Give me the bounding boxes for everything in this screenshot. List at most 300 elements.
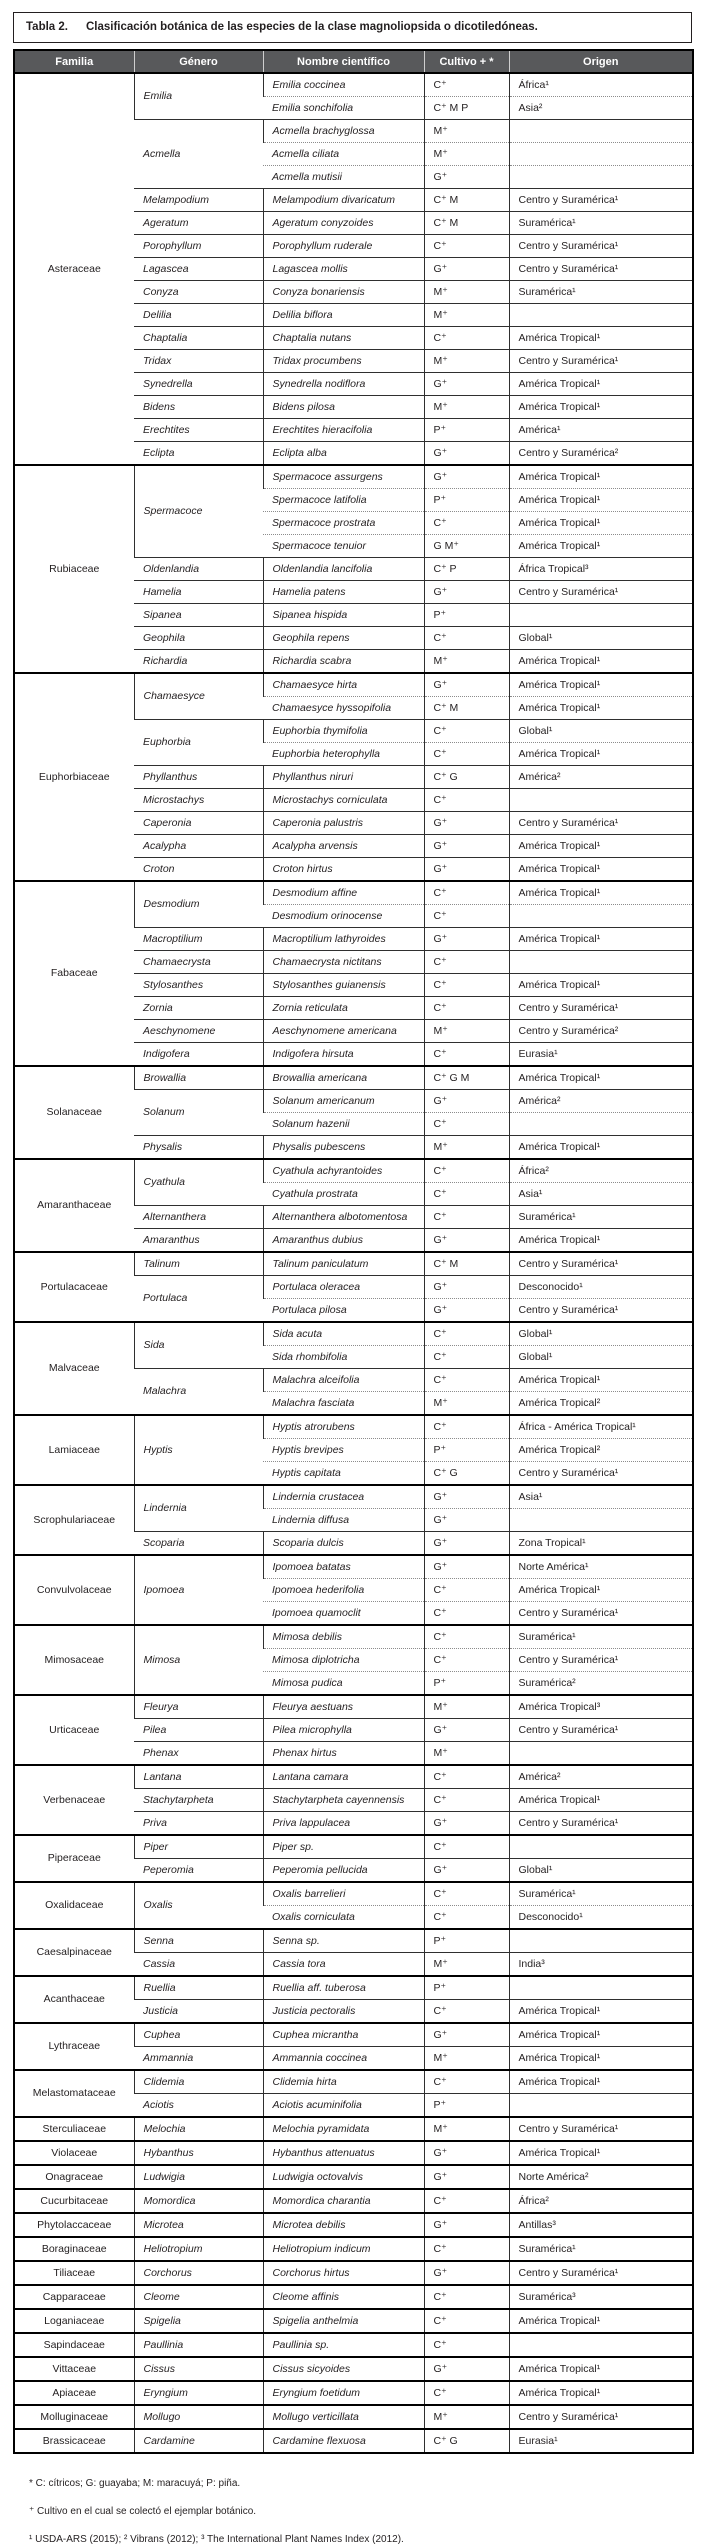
origen-cell: América Tropical¹ — [509, 835, 693, 858]
cultivo-cell: C⁺ G — [424, 766, 509, 789]
origen-cell: América² — [509, 1765, 693, 1789]
origen-cell: Eurasia¹ — [509, 1043, 693, 1067]
origen-cell: América Tropical² — [509, 1392, 693, 1416]
family-cell: Molluginaceae — [14, 2405, 134, 2429]
species-row — [14, 2141, 693, 2165]
species-name-cell: Acmella brachyglossa — [263, 120, 424, 143]
cultivo-cell: G⁺ — [424, 2213, 509, 2237]
species-name-cell: Phyllanthus niruri — [263, 766, 424, 789]
species-name-cell: Ammannia coccinea — [263, 2047, 424, 2071]
cultivo-cell: C⁺ — [424, 235, 509, 258]
family-cell: Mimosaceae — [14, 1625, 134, 1695]
origen-cell: Suramérica¹ — [509, 1625, 693, 1649]
cultivo-cell: C⁺ M — [424, 212, 509, 235]
genus-cell: Cleome — [134, 2285, 263, 2309]
species-name-cell: Piper sp. — [263, 1835, 424, 1859]
genus-cell: Indigofera — [134, 1043, 263, 1067]
cultivo-cell: C⁺ — [424, 1765, 509, 1789]
species-name-cell: Oxalis corniculata — [263, 1906, 424, 1930]
cultivo-cell: C⁺ M — [424, 697, 509, 720]
species-row — [14, 2237, 693, 2261]
origen-cell: Centro y Suramérica¹ — [509, 1462, 693, 1486]
column-header-familia: Familia — [14, 50, 134, 73]
family-cell: Rubiaceae — [14, 465, 134, 673]
species-row — [14, 73, 693, 97]
species-name-cell: Fleurya aestuans — [263, 1695, 424, 1719]
cultivo-cell: G⁺ — [424, 2261, 509, 2285]
origen-cell: América Tropical¹ — [509, 327, 693, 350]
origen-cell: Centro y Suramérica¹ — [509, 1719, 693, 1742]
cultivo-cell: G⁺ — [424, 1859, 509, 1883]
genus-cell: Synedrella — [134, 373, 263, 396]
species-name-cell: Chaptalia nutans — [263, 327, 424, 350]
family-cell: Asteraceae — [14, 73, 134, 465]
species-row — [14, 465, 693, 489]
origen-cell: Suramérica¹ — [509, 1206, 693, 1229]
genus-cell: Desmodium — [134, 881, 263, 928]
origen-cell: Zona Tropical¹ — [509, 1532, 693, 1556]
species-name-cell: Priva lappulacea — [263, 1812, 424, 1836]
genus-cell: Sida — [134, 1322, 263, 1369]
family-cell: Oxalidaceae — [14, 1882, 134, 1929]
origen-cell: Asia¹ — [509, 1485, 693, 1509]
cultivo-cell: C⁺ — [424, 1346, 509, 1369]
species-name-cell: Hyptis capitata — [263, 1462, 424, 1486]
species-name-cell: Solanum hazenii — [263, 1113, 424, 1136]
species-name-cell: Phenax hirtus — [263, 1742, 424, 1766]
genus-cell: Croton — [134, 858, 263, 882]
family-cell: Caesalpinaceae — [14, 1929, 134, 1976]
genus-cell: Cissus — [134, 2357, 263, 2381]
species-name-cell: Senna sp. — [263, 1929, 424, 1953]
family-cell: Portulacaceae — [14, 1252, 134, 1322]
species-name-cell: Hyptis brevipes — [263, 1439, 424, 1462]
cultivo-cell: C⁺ M — [424, 189, 509, 212]
species-name-cell: Synedrella nodiflora — [263, 373, 424, 396]
species-name-cell: Spigelia anthelmia — [263, 2309, 424, 2333]
genus-cell: Browallia — [134, 1066, 263, 1090]
origen-cell: América² — [509, 766, 693, 789]
species-name-cell: Ipomoea batatas — [263, 1555, 424, 1579]
species-name-cell: Spermacoce tenuior — [263, 535, 424, 558]
cultivo-cell: P⁺ — [424, 489, 509, 512]
species-row — [14, 1555, 693, 1579]
genus-cell: Scoparia — [134, 1532, 263, 1556]
species-name-cell: Aciotis acuminifolia — [263, 2094, 424, 2118]
origen-cell: África - América Tropical¹ — [509, 1415, 693, 1439]
family-cell: Capparaceae — [14, 2285, 134, 2309]
origen-cell: Asia² — [509, 97, 693, 120]
cultivo-cell: M⁺ — [424, 1953, 509, 1977]
species-name-cell: Cardamine flexuosa — [263, 2429, 424, 2453]
species-name-cell: Spermacoce latifolia — [263, 489, 424, 512]
species-name-cell: Eclipta alba — [263, 442, 424, 466]
origen-cell: América Tropical² — [509, 1439, 693, 1462]
species-name-cell: Lagascea mollis — [263, 258, 424, 281]
species-row — [14, 2357, 693, 2381]
family-cell: Solanaceae — [14, 1066, 134, 1159]
origen-cell: Suramérica¹ — [509, 212, 693, 235]
cultivo-cell: G⁺ — [424, 2023, 509, 2047]
cultivo-cell: C⁺ — [424, 627, 509, 650]
cultivo-cell: C⁺ — [424, 2189, 509, 2213]
species-name-cell: Ageratum conyzoides — [263, 212, 424, 235]
origen-cell: Centro y Suramérica¹ — [509, 258, 693, 281]
origen-cell: Centro y Suramérica¹ — [509, 189, 693, 212]
cultivo-cell: G⁺ — [424, 835, 509, 858]
species-name-cell: Browallia americana — [263, 1066, 424, 1090]
species-row — [14, 1322, 693, 1346]
origen-cell: América Tropical¹ — [509, 697, 693, 720]
family-cell: Tiliaceae — [14, 2261, 134, 2285]
cultivo-cell: C⁺ — [424, 1906, 509, 1930]
table-header — [14, 50, 693, 73]
species-name-cell: Acalypha arvensis — [263, 835, 424, 858]
species-row — [14, 2070, 693, 2094]
origen-cell: Centro y Suramérica¹ — [509, 2261, 693, 2285]
cultivo-cell: G⁺ — [424, 1299, 509, 1323]
origen-cell: América Tropical¹ — [509, 489, 693, 512]
cultivo-cell: G⁺ — [424, 858, 509, 882]
species-name-cell: Oldenlandia lancifolia — [263, 558, 424, 581]
origen-cell — [509, 1742, 693, 1766]
cultivo-cell: M⁺ — [424, 1136, 509, 1160]
species-name-cell: Eryngium foetidum — [263, 2381, 424, 2405]
family-cell: Phytolaccaceae — [14, 2213, 134, 2237]
species-name-cell: Hybanthus attenuatus — [263, 2141, 424, 2165]
origen-cell — [509, 166, 693, 189]
family-cell: Malvaceae — [14, 1322, 134, 1415]
cultivo-cell: G⁺ — [424, 1090, 509, 1113]
cultivo-cell: C⁺ — [424, 2309, 509, 2333]
family-cell: Violaceae — [14, 2141, 134, 2165]
species-row — [14, 2429, 693, 2453]
cultivo-cell: C⁺ — [424, 2237, 509, 2261]
cultivo-cell: C⁺ — [424, 1183, 509, 1206]
cultivo-cell: P⁺ — [424, 419, 509, 442]
genus-cell: Hamelia — [134, 581, 263, 604]
origen-cell: Centro y Suramérica¹ — [509, 2405, 693, 2429]
species-name-cell: Talinum paniculatum — [263, 1252, 424, 1276]
origen-cell: América Tropical¹ — [509, 974, 693, 997]
cultivo-cell: C⁺ — [424, 1369, 509, 1392]
species-name-cell: Acmella ciliata — [263, 143, 424, 166]
origen-cell — [509, 1113, 693, 1136]
origen-cell: América Tropical¹ — [509, 373, 693, 396]
species-row — [14, 1485, 693, 1509]
cultivo-cell: G⁺ — [424, 812, 509, 835]
cultivo-cell: C⁺ — [424, 974, 509, 997]
species-name-cell: Ludwigia octovalvis — [263, 2165, 424, 2189]
species-name-cell: Scoparia dulcis — [263, 1532, 424, 1556]
species-name-cell: Stachytarpheta cayennensis — [263, 1789, 424, 1812]
origen-cell: América Tropical¹ — [509, 2047, 693, 2071]
origen-cell: Global¹ — [509, 627, 693, 650]
genus-cell: Oldenlandia — [134, 558, 263, 581]
species-name-cell: Mimosa pudica — [263, 1672, 424, 1696]
origen-cell: Global¹ — [509, 1322, 693, 1346]
cultivo-cell: G⁺ — [424, 465, 509, 489]
cultivo-cell: M⁺ — [424, 350, 509, 373]
species-row — [14, 1159, 693, 1183]
genus-cell: Phenax — [134, 1742, 263, 1766]
genus-cell: Eclipta — [134, 442, 263, 466]
species-name-cell: Chamaesyce hirta — [263, 673, 424, 697]
origen-cell: América Tropical³ — [509, 1695, 693, 1719]
species-name-cell: Solanum americanum — [263, 1090, 424, 1113]
origen-cell — [509, 1835, 693, 1859]
genus-cell: Pilea — [134, 1719, 263, 1742]
genus-cell: Ruellia — [134, 1976, 263, 2000]
species-name-cell: Delilia biflora — [263, 304, 424, 327]
family-cell: Sterculiaceae — [14, 2117, 134, 2141]
species-name-cell: Portulaca pilosa — [263, 1299, 424, 1323]
species-row — [14, 2165, 693, 2189]
genus-cell: Erechtites — [134, 419, 263, 442]
genus-cell: Chamaesyce — [134, 673, 263, 720]
origen-cell: África Tropical³ — [509, 558, 693, 581]
cultivo-cell: C⁺ — [424, 881, 509, 905]
cultivo-cell: M⁺ — [424, 1392, 509, 1416]
genus-cell: Clidemia — [134, 2070, 263, 2094]
species-name-cell: Oxalis barrelieri — [263, 1882, 424, 1906]
origen-cell: América Tropical¹ — [509, 512, 693, 535]
cultivo-cell: C⁺ — [424, 1113, 509, 1136]
species-name-cell: Porophyllum ruderale — [263, 235, 424, 258]
origen-cell: América Tropical¹ — [509, 1136, 693, 1160]
species-name-cell: Emilia sonchifolia — [263, 97, 424, 120]
origen-cell: América Tropical¹ — [509, 1229, 693, 1253]
species-name-cell: Pilea microphylla — [263, 1719, 424, 1742]
genus-cell: Priva — [134, 1812, 263, 1836]
species-name-cell: Peperomia pellucida — [263, 1859, 424, 1883]
genus-cell: Acalypha — [134, 835, 263, 858]
species-name-cell: Desmodium orinocense — [263, 905, 424, 928]
column-header-cultivo: Cultivo + * — [424, 50, 509, 73]
cultivo-cell: C⁺ — [424, 1625, 509, 1649]
genus-cell: Ageratum — [134, 212, 263, 235]
origen-cell: Desconocido¹ — [509, 1906, 693, 1930]
species-name-cell: Stylosanthes guianensis — [263, 974, 424, 997]
genus-cell: Microtea — [134, 2213, 263, 2237]
species-name-cell: Macroptilium lathyroides — [263, 928, 424, 951]
genus-cell: Cardamine — [134, 2429, 263, 2453]
origen-cell — [509, 2094, 693, 2118]
origen-cell: América Tropical¹ — [509, 673, 693, 697]
genus-cell: Melochia — [134, 2117, 263, 2141]
cultivo-cell: C⁺ — [424, 997, 509, 1020]
cultivo-cell: C⁺ G — [424, 1462, 509, 1486]
genus-cell: Malachra — [134, 1369, 263, 1416]
footnotes — [29, 2478, 692, 2545]
origen-cell: Centro y Suramérica¹ — [509, 350, 693, 373]
species-name-cell: Corchorus hirtus — [263, 2261, 424, 2285]
origen-cell: Suramérica² — [509, 1672, 693, 1696]
genus-cell: Richardia — [134, 650, 263, 674]
origen-cell: América Tropical¹ — [509, 2381, 693, 2405]
species-name-cell: Momordica charantia — [263, 2189, 424, 2213]
cultivo-cell: C⁺ M P — [424, 97, 509, 120]
origen-cell — [509, 304, 693, 327]
genus-cell: Lantana — [134, 1765, 263, 1789]
species-name-cell: Cassia tora — [263, 1953, 424, 1977]
cultivo-cell: C⁺ — [424, 327, 509, 350]
cultivo-cell: C⁺ — [424, 2381, 509, 2405]
column-header-nombre-cientifico: Nombre científico — [263, 50, 424, 73]
cultivo-cell: C⁺ — [424, 951, 509, 974]
table-title-text: Clasificación botánica de las especies de la clase magnoliopsida o dicotiledóneas. — [85, 21, 538, 33]
cultivo-cell: C⁺ — [424, 1415, 509, 1439]
species-name-cell: Euphorbia thymifolia — [263, 720, 424, 743]
origen-cell — [509, 789, 693, 812]
species-name-cell: Clidemia hirta — [263, 2070, 424, 2094]
origen-cell: Centro y Suramérica² — [509, 1020, 693, 1043]
genus-cell: Tridax — [134, 350, 263, 373]
species-name-cell: Malachra alceifolia — [263, 1369, 424, 1392]
cultivo-cell: P⁺ — [424, 2094, 509, 2118]
species-name-cell: Bidens pilosa — [263, 396, 424, 419]
family-cell: Lamiaceae — [14, 1415, 134, 1485]
cultivo-cell: G⁺ — [424, 166, 509, 189]
origen-cell — [509, 1929, 693, 1953]
genus-cell: Piper — [134, 1835, 263, 1859]
genus-cell: Stylosanthes — [134, 974, 263, 997]
cultivo-cell: C⁺ — [424, 720, 509, 743]
species-row — [14, 1882, 693, 1906]
origen-cell — [509, 1976, 693, 2000]
cultivo-cell: C⁺ — [424, 789, 509, 812]
genus-cell: Geophila — [134, 627, 263, 650]
cultivo-cell: G⁺ — [424, 1812, 509, 1836]
origen-cell: América Tropical¹ — [509, 2357, 693, 2381]
cultivo-cell: C⁺ — [424, 743, 509, 766]
genus-cell: Zornia — [134, 997, 263, 1020]
family-cell: Apiaceae — [14, 2381, 134, 2405]
cultivo-cell: M⁺ — [424, 396, 509, 419]
genus-cell: Alternanthera — [134, 1206, 263, 1229]
genus-cell: Eryngium — [134, 2381, 263, 2405]
cultivo-cell: C⁺ — [424, 73, 509, 97]
origen-cell: Suramérica¹ — [509, 2237, 693, 2261]
genus-cell: Cassia — [134, 1953, 263, 1977]
species-row — [14, 2333, 693, 2357]
species-name-cell: Sida rhombifolia — [263, 1346, 424, 1369]
family-cell: Sapindaceae — [14, 2333, 134, 2357]
species-row — [14, 2117, 693, 2141]
origen-cell: América Tropical¹ — [509, 928, 693, 951]
genus-cell: Spermacoce — [134, 465, 263, 558]
genus-cell: Aeschynomene — [134, 1020, 263, 1043]
genus-cell: Lagascea — [134, 258, 263, 281]
cultivo-cell: C⁺ — [424, 1579, 509, 1602]
origen-cell: América Tropical¹ — [509, 743, 693, 766]
cultivo-cell: C⁺ — [424, 512, 509, 535]
genus-cell: Stachytarpheta — [134, 1789, 263, 1812]
origen-cell: Centro y Suramérica¹ — [509, 1812, 693, 1836]
origen-cell: Norte América¹ — [509, 1555, 693, 1579]
cultivo-cell: C⁺ — [424, 2285, 509, 2309]
species-name-cell: Malachra fasciata — [263, 1392, 424, 1416]
cultivo-cell: C⁺ — [424, 1043, 509, 1067]
cultivo-cell: G⁺ — [424, 258, 509, 281]
cultivo-cell: C⁺ — [424, 2000, 509, 2024]
origen-cell — [509, 951, 693, 974]
species-name-cell: Ipomoea quamoclit — [263, 1602, 424, 1626]
genus-cell: Cuphea — [134, 2023, 263, 2047]
species-row — [14, 1695, 693, 1719]
species-name-cell: Microstachys corniculata — [263, 789, 424, 812]
species-name-cell: Cleome affinis — [263, 2285, 424, 2309]
species-row — [14, 673, 693, 697]
genus-cell: Mimosa — [134, 1625, 263, 1695]
cultivo-cell: C⁺ — [424, 1602, 509, 1626]
species-name-cell: Lindernia diffusa — [263, 1509, 424, 1532]
species-name-cell: Croton hirtus — [263, 858, 424, 882]
family-cell: Cucurbitaceae — [14, 2189, 134, 2213]
genus-cell: Peperomia — [134, 1859, 263, 1883]
species-name-cell: Hyptis atrorubens — [263, 1415, 424, 1439]
species-name-cell: Physalis pubescens — [263, 1136, 424, 1160]
species-row — [14, 1066, 693, 1090]
genus-cell: Chamaecrysta — [134, 951, 263, 974]
species-row — [14, 2381, 693, 2405]
species-name-cell: Cyathula prostrata — [263, 1183, 424, 1206]
origen-cell — [509, 604, 693, 627]
species-name-cell: Conyza bonariensis — [263, 281, 424, 304]
cultivo-cell: G⁺ — [424, 928, 509, 951]
family-cell: Piperaceae — [14, 1835, 134, 1882]
cultivo-cell: C⁺ — [424, 1649, 509, 1672]
species-row — [14, 1252, 693, 1276]
cultivo-cell: C⁺ G M — [424, 1066, 509, 1090]
species-name-cell: Hamelia patens — [263, 581, 424, 604]
cultivo-cell: P⁺ — [424, 1439, 509, 1462]
cultivo-cell: G⁺ — [424, 442, 509, 466]
origen-cell: Centro y Suramérica¹ — [509, 235, 693, 258]
origen-cell: América Tropical¹ — [509, 650, 693, 674]
cultivo-cell: G⁺ — [424, 1485, 509, 1509]
origen-cell: Global¹ — [509, 1859, 693, 1883]
cultivo-cell: C⁺ P — [424, 558, 509, 581]
origen-cell: Centro y Suramérica¹ — [509, 1649, 693, 1672]
origen-cell: Centro y Suramérica¹ — [509, 1602, 693, 1626]
species-row — [14, 2023, 693, 2047]
origen-cell: Centro y Suramérica¹ — [509, 1299, 693, 1323]
genus-cell: Delilia — [134, 304, 263, 327]
species-name-cell: Indigofera hirsuta — [263, 1043, 424, 1067]
species-name-cell: Heliotropium indicum — [263, 2237, 424, 2261]
origen-cell: India³ — [509, 1953, 693, 1977]
cultivo-cell: G⁺ — [424, 581, 509, 604]
species-name-cell: Spermacoce prostrata — [263, 512, 424, 535]
species-name-cell: Paullinia sp. — [263, 2333, 424, 2357]
species-row — [14, 1929, 693, 1953]
origen-cell: Suramérica¹ — [509, 1882, 693, 1906]
cultivo-cell: G⁺ — [424, 1509, 509, 1532]
species-name-cell: Aeschynomene americana — [263, 1020, 424, 1043]
species-name-cell: Desmodium affine — [263, 881, 424, 905]
genus-cell: Porophyllum — [134, 235, 263, 258]
cultivo-cell: G⁺ — [424, 373, 509, 396]
origen-cell: África² — [509, 2189, 693, 2213]
origen-cell: América Tropical¹ — [509, 535, 693, 558]
family-cell: Convulvolaceae — [14, 1555, 134, 1625]
origen-cell — [509, 905, 693, 928]
origen-cell: Centro y Suramérica¹ — [509, 2117, 693, 2141]
genus-cell: Conyza — [134, 281, 263, 304]
species-name-cell: Erechtites hieracifolia — [263, 419, 424, 442]
species-row — [14, 1765, 693, 1789]
